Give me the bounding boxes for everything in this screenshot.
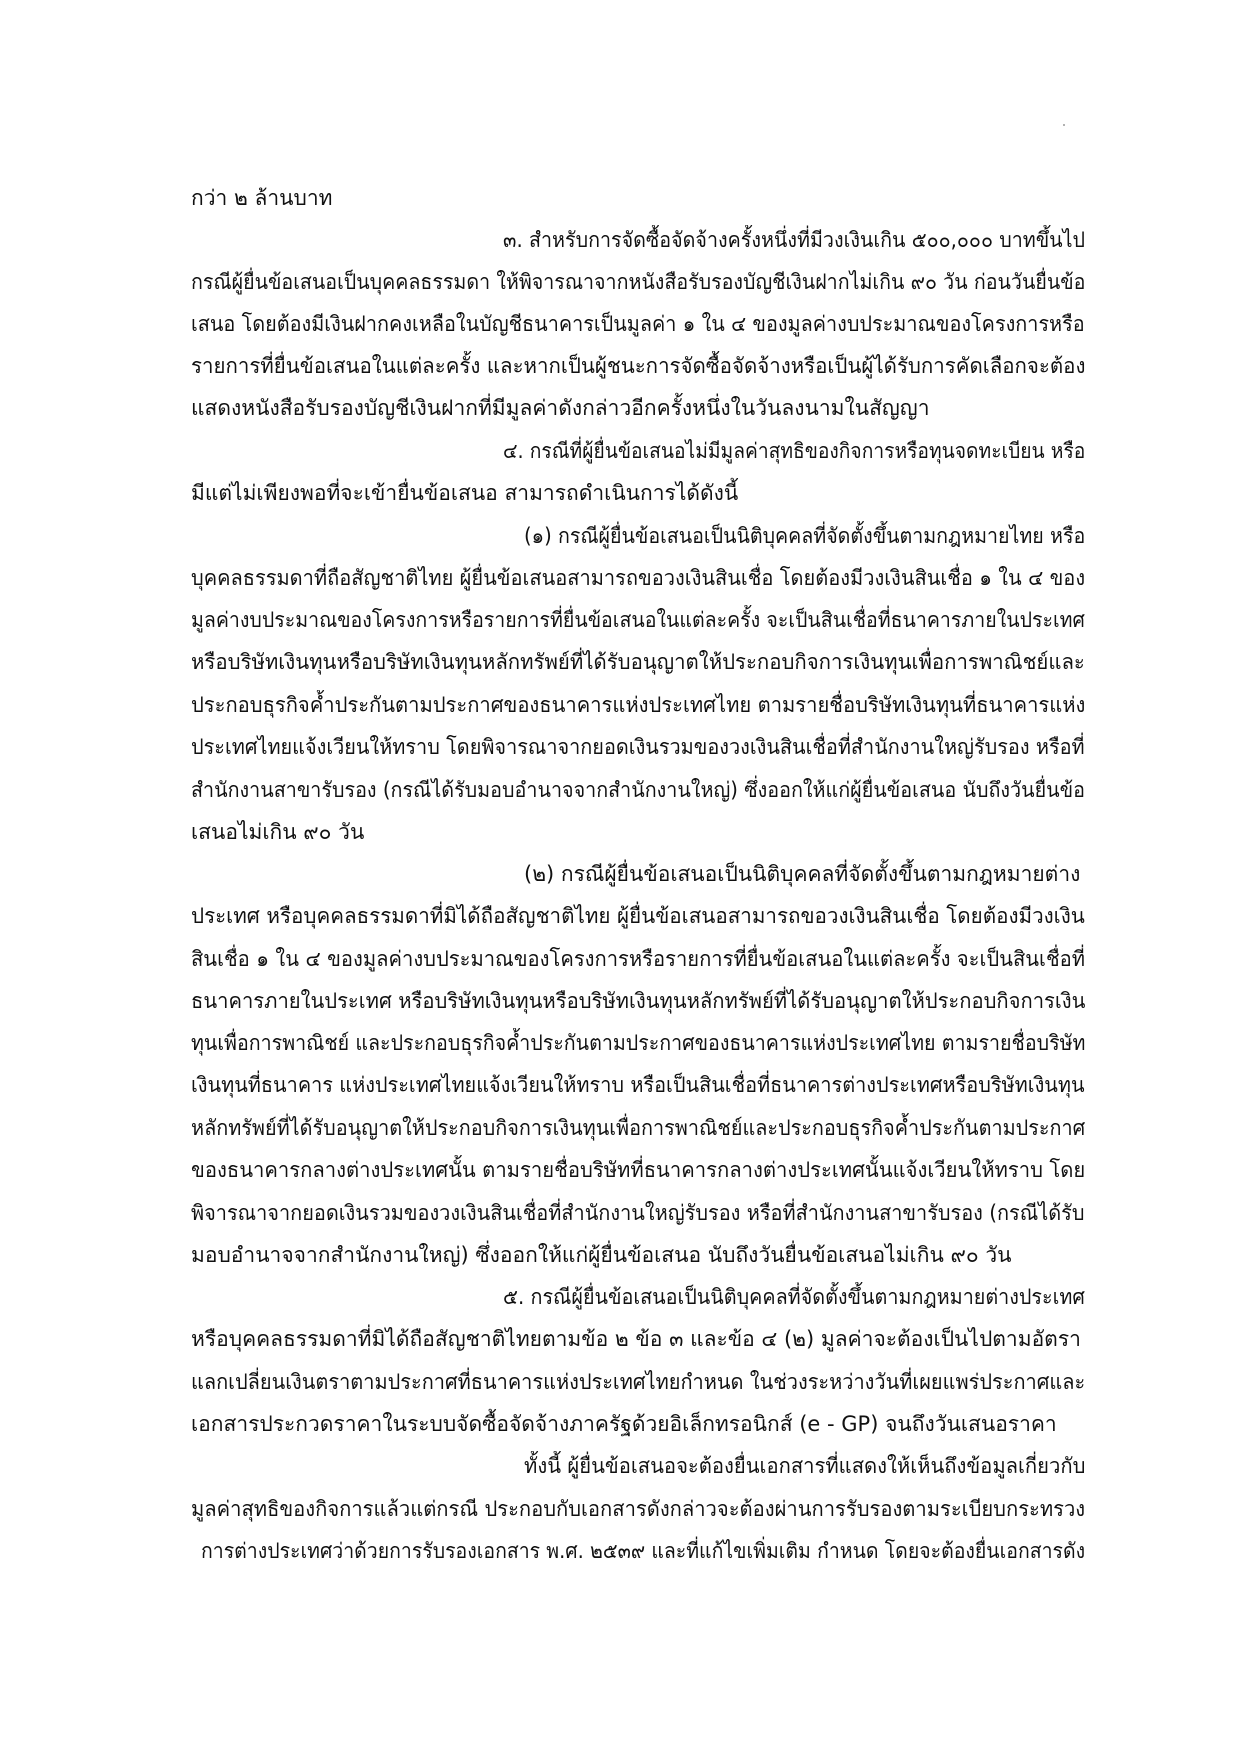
text-line: ทั้งนี้ ผู้ยื่นข้อเสนอจะต้องยื่นเอกสารที่แสดงให้เห็นถึงข้อมูลเกี่ยวกับ bbox=[524, 1454, 1086, 1478]
text-line: เสนอ โดยต้องมีเงินฝากคงเหลือในบัญชีธนาคารเป็นมูลค่า ๑ ใน ๔ ของมูลค่างบประมาณของโครงการหรือ bbox=[191, 312, 1085, 336]
text-line: หรือบริษัทเงินทุนหรือบริษัทเงินทุนหลักทรัพย์ที่ได้รับอนุญาตให้ประกอบกิจการเงินทุนเพื่อการพาณิชย์และ bbox=[191, 650, 1085, 674]
text-line: แลกเปลี่ยนเงินตราตามประกาศที่ธนาคารแห่งประเทศไทยกำหนด ในช่วงระหว่างวันที่เผยแพร่ประกาศและ bbox=[191, 1370, 1086, 1394]
text-line: ธนาคารภายในประเทศ หรือบริษัทเงินทุนหรือบริษัทเงินทุนหลักทรัพย์ที่ได้รับอนุญาตให้ประกอบกิจการเงิน bbox=[191, 989, 1086, 1013]
clause-4-2-heading: (๒) กรณีผู้ยื่นข้อเสนอเป็นนิติบุคคลที่จัดตั้งขึ้นตามกฎหมายต่าง bbox=[524, 862, 1081, 886]
text-line: ประเทศ หรือบุคคลธรรมดาที่มิได้ถือสัญชาติไทย ผู้ยื่นข้อเสนอสามารถขอวงเงินสินเชื่อ โดยต้องมีวงเงิน bbox=[191, 904, 1085, 928]
text-line: เอกสารประกวดราคาในระบบจัดซื้อจัดจ้างภาครัฐด้วยอิเล็กทรอนิกส์ (e - GP) จนถึงวันเสนอราคา bbox=[191, 1412, 1057, 1436]
text-line: พิจารณาจากยอดเงินรวมของวงเงินสินเชื่อที่สำนักงานใหญ่รับรอง หรือที่สำนักงานสาขารับรอง (กรณีได้รับ bbox=[191, 1201, 1085, 1225]
clause-5-heading: ๕. กรณีผู้ยื่นข้อเสนอเป็นนิติบุคคลที่จัดตั้งขึ้นตามกฎหมายต่างประเทศ bbox=[503, 1285, 1085, 1309]
text-line: เสนอไม่เกิน ๙๐ วัน bbox=[191, 820, 365, 844]
clause-3-heading: ๓. สำหรับการจัดซื้อจัดจ้างครั้งหนึ่งที่มีวงเงินเกิน ๕๐๐,๐๐๐ บาทขึ้นไป bbox=[503, 228, 1086, 252]
text-line: เงินทุนที่ธนาคาร แห่งประเทศไทยแจ้งเวียนให้ทราบ หรือเป็นสินเชื่อที่ธนาคารต่างประเทศหรือบริษัทเงินทุน bbox=[191, 1073, 1085, 1097]
text-line: หรือบุคคลธรรมดาที่มิได้ถือสัญชาติไทยตามข้อ ๒ ข้อ ๓ และข้อ ๔ (๒) มูลค่าจะต้องเป็นไปตามอัตรา bbox=[191, 1327, 1081, 1351]
text-line: สำนักงานสาขารับรอง (กรณีได้รับมอบอำนาจจากสำนักงานใหญ่) ซึ่งออกให้แก่ผู้ยื่นข้อเสนอ นับถึงวันยื่นข้อ bbox=[191, 778, 1085, 802]
text-line: มีแต่ไม่เพียงพอที่จะเข้ายื่นข้อเสนอ สามารถดำเนินการได้ดังนี้ bbox=[191, 481, 739, 505]
text-line: ประกอบธุรกิจค้ำประกันตามประกาศของธนาคารแห่งประเทศไทย ตามรายชื่อบริษัทเงินทุนที่ธนาคารแห่ง bbox=[191, 693, 1086, 717]
text-line: มูลค่างบประมาณของโครงการหรือรายการที่ยื่นข้อเสนอในแต่ละครั้ง จะเป็นสินเชื่อที่ธนาคารภายในประเทศ bbox=[191, 608, 1085, 632]
clause-4-heading: ๔. กรณีที่ผู้ยื่นข้อเสนอไม่มีมูลค่าสุทธิของกิจการหรือทุนจดทะเบียน หรือ bbox=[503, 439, 1086, 463]
text-line: สินเชื่อ ๑ ใน ๔ ของมูลค่างบประมาณของโครงการหรือรายการที่ยื่นข้อเสนอในแต่ละครั้ง จะเป็นสินเชื่อที่ bbox=[191, 947, 1086, 971]
text-line: บุคคลธรรมดาที่ถือสัญชาติไทย ผู้ยื่นข้อเสนอสามารถขอวงเงินสินเชื่อ โดยต้องมีวงเงินสินเชื่อ ๑ ใน ๔ ของ bbox=[191, 566, 1086, 590]
text-line: มูลค่าสุทธิของกิจการแล้วแต่กรณี ประกอบกับเอกสารดังกล่าวจะต้องผ่านการรับรองตามระเบียบกระทรวง bbox=[191, 1497, 1086, 1521]
text-line: กรณีผู้ยื่นข้อเสนอเป็นบุคคลธรรมดา ให้พิจารณาจากหนังสือรับรองบัญชีเงินฝากไม่เกิน ๙๐ วัน ก่อนวันยื่นข้อ bbox=[191, 270, 1086, 294]
text-line: รายการที่ยื่นข้อเสนอในแต่ละครั้ง และหากเป็นผู้ชนะการจัดซื้อจัดจ้างหรือเป็นผู้ได้รับการคัดเลือกจะต้อง bbox=[191, 354, 1086, 378]
clause-4-1-heading: (๑) กรณีผู้ยื่นข้อเสนอเป็นนิติบุคคลที่จัดตั้งขึ้นตามกฎหมายไทย หรือ bbox=[524, 524, 1086, 548]
text-line: ทุนเพื่อการพาณิชย์ และประกอบธุรกิจค้ำประกันตามประกาศของธนาคารแห่งประเทศไทย ตามรายชื่อบริษัท bbox=[191, 1031, 1086, 1055]
text-line: การต่างประเทศว่าด้วยการรับรองเอกสาร พ.ศ. ๒๕๓๙ และที่แก้ไขเพิ่มเติม กำหนด โดยจะต้องยื่นเอกสารดัง bbox=[201, 1539, 1086, 1563]
text-line: ประเทศไทยแจ้งเวียนให้ทราบ โดยพิจารณาจากยอดเงินรวมของวงเงินสินเชื่อที่สำนักงานใหญ่รับรอง หรือที่ bbox=[191, 735, 1085, 759]
scan-speck bbox=[1063, 124, 1065, 126]
text-line: กว่า ๒ ล้านบาท bbox=[191, 186, 333, 210]
text-line: มอบอำนาจจากสำนักงานใหญ่) ซึ่งออกให้แก่ผู้ยื่นข้อเสนอ นับถึงวันยื่นข้อเสนอไม่เกิน ๙๐ วัน bbox=[191, 1243, 1012, 1267]
text-line: แสดงหนังสือรับรองบัญชีเงินฝากที่มีมูลค่าดังกล่าวอีกครั้งหนึ่งในวันลงนามในสัญญา bbox=[191, 396, 930, 420]
text-line: ของธนาคารกลางต่างประเทศนั้น ตามรายชื่อบริษัทที่ธนาคารกลางต่างประเทศนั้นแจ้งเวียนให้ทราบ โดย bbox=[191, 1158, 1086, 1182]
text-line: หลักทรัพย์ที่ได้รับอนุญาตให้ประกอบกิจการเงินทุนเพื่อการพาณิชย์และประกอบธุรกิจค้ำประกันตามประกาศ bbox=[191, 1116, 1086, 1140]
